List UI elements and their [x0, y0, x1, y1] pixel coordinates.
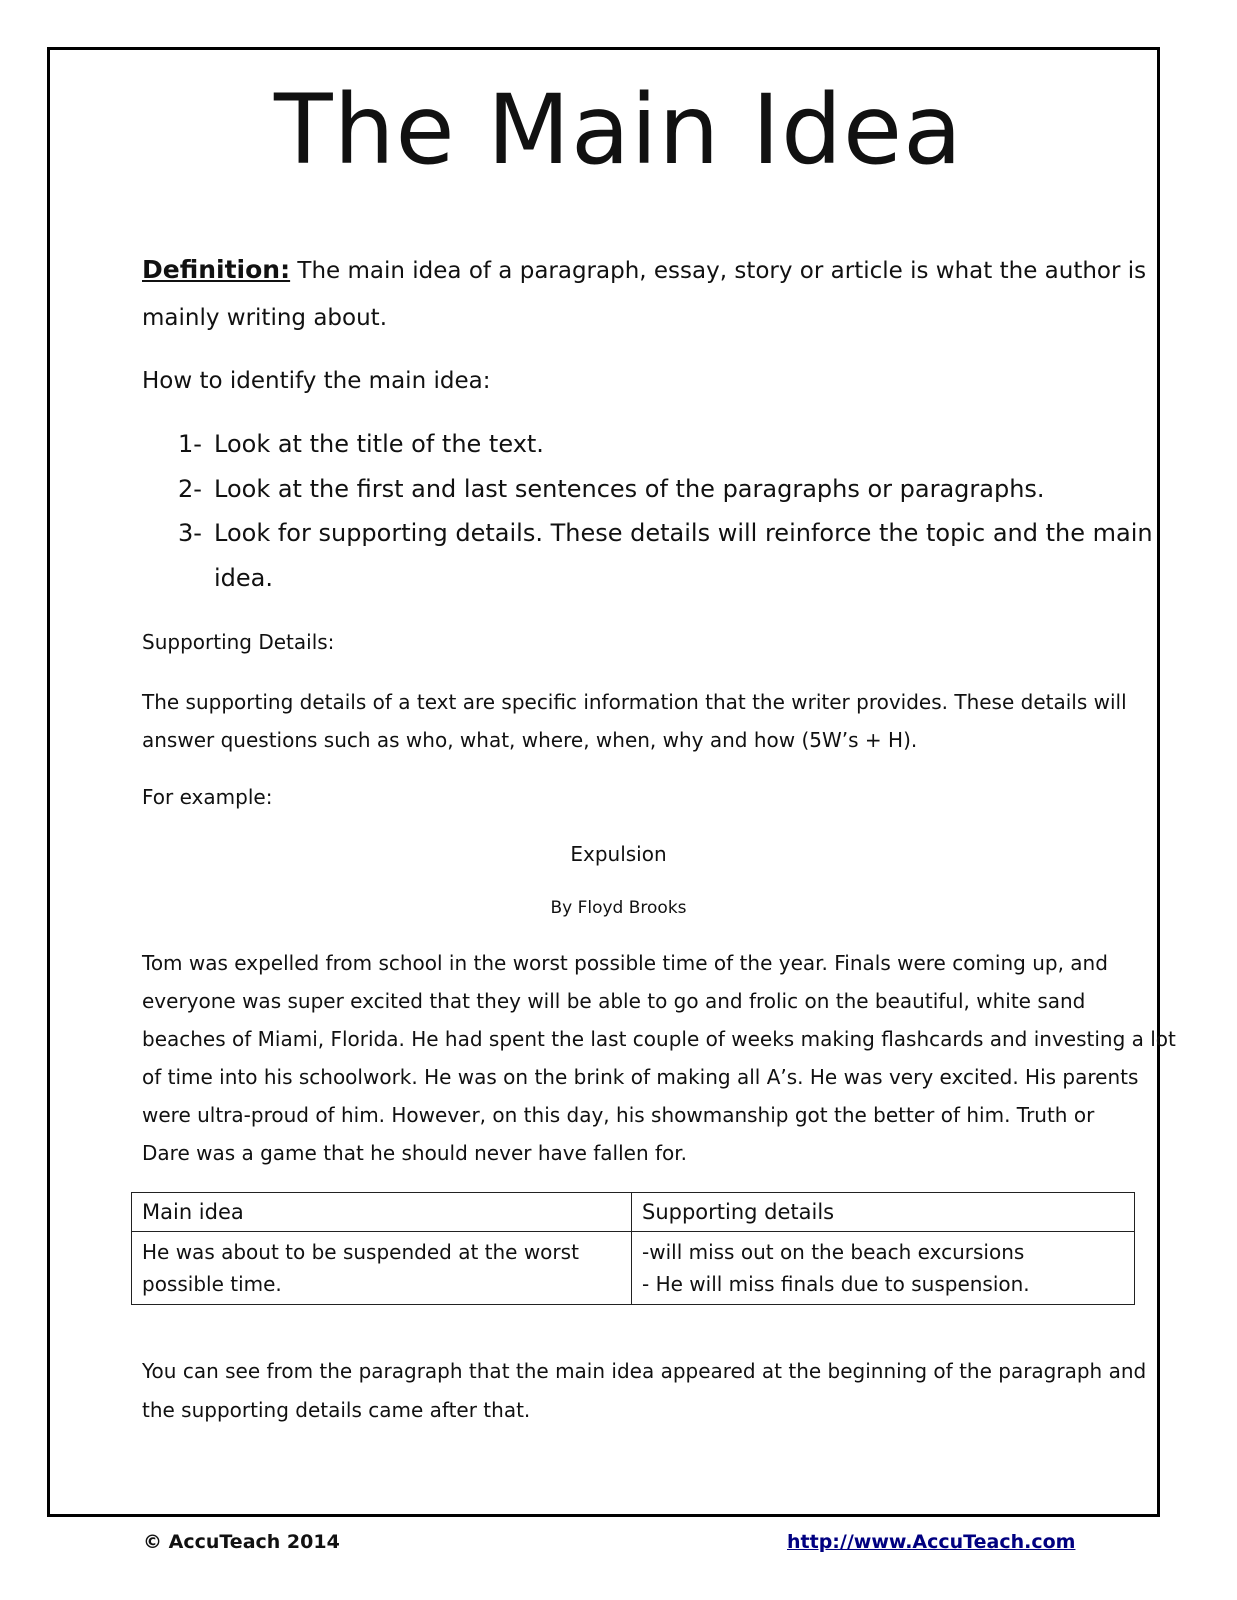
supporting-text-line: answer questions such as who, what, where, when, why and how (5W’s + H). [142, 728, 918, 752]
main-idea-table [131, 1192, 1135, 1305]
cell-line: -will miss out on the beach excursions [642, 1240, 1025, 1264]
table-cell-main-idea [132, 1232, 632, 1305]
story-line: everyone was super excited that they will be able to go and frolic on the beautiful, white sand [142, 989, 1086, 1013]
table-cell-details [632, 1232, 1135, 1305]
story-line: of time into his schoolwork. He was on the brink of making all A’s. He was very excited. His parents [142, 1065, 1139, 1089]
story-line: beaches of Miami, Florida. He had spent the last couple of weeks making flashcards and investing a lot [142, 1027, 1176, 1051]
supporting-text-line: The supporting details of a text are specific information that the writer provides. These details will [142, 690, 1127, 714]
table-header: Main idea [132, 1193, 632, 1232]
for-example-label: For example: [142, 785, 273, 809]
copyright-notice: © AccuTeach 2014 [143, 1531, 340, 1553]
conclusion-line: the supporting details came after that. [142, 1398, 531, 1422]
step-number: 2- [178, 475, 202, 503]
how-to-heading: How to identify the main idea: [142, 368, 491, 394]
step-text: Look for supporting details. These details will reinforce the topic and the main [214, 519, 1153, 547]
step-text: Look at the first and last sentences of the paragraphs or paragraphs. [214, 475, 1045, 503]
step-text: Look at the title of the text. [214, 430, 544, 458]
table-header: Supporting details [632, 1193, 1135, 1232]
definition-term: Definition: [142, 255, 291, 284]
cell-line: He was about to be suspended at the worst [142, 1240, 579, 1264]
step-text-continued: idea. [214, 564, 274, 592]
conclusion-line: You can see from the paragraph that the main idea appeared at the beginning of the paragraph and [142, 1359, 1147, 1383]
cell-line: - He will miss finals due to suspension. [642, 1272, 1030, 1296]
step-number: 3- [178, 519, 202, 547]
supporting-details-heading: Supporting Details: [142, 630, 335, 654]
website-link[interactable]: http://www.AccuTeach.com [787, 1531, 1076, 1553]
story-title: Expulsion [570, 842, 667, 866]
table-row [132, 1232, 1135, 1305]
definition-line-2: mainly writing about. [142, 305, 388, 331]
table-header-row [132, 1193, 1135, 1232]
story-line: Dare was a game that he should never have fallen for. [142, 1141, 688, 1165]
story-byline: By Floyd Brooks [550, 898, 687, 918]
page-title: The Main Idea [274, 74, 963, 186]
step-number: 1- [178, 430, 202, 458]
definition-line-1 [142, 254, 1146, 287]
definition-text: The main idea of a paragraph, essay, story or article is what the author is [290, 258, 1147, 284]
story-line: Tom was expelled from school in the worst possible time of the year. Finals were coming up, and [142, 951, 1108, 975]
cell-line: possible time. [142, 1272, 282, 1296]
story-line: were ultra-proud of him. However, on this day, his showmanship got the better of him. Truth or [142, 1103, 1095, 1127]
